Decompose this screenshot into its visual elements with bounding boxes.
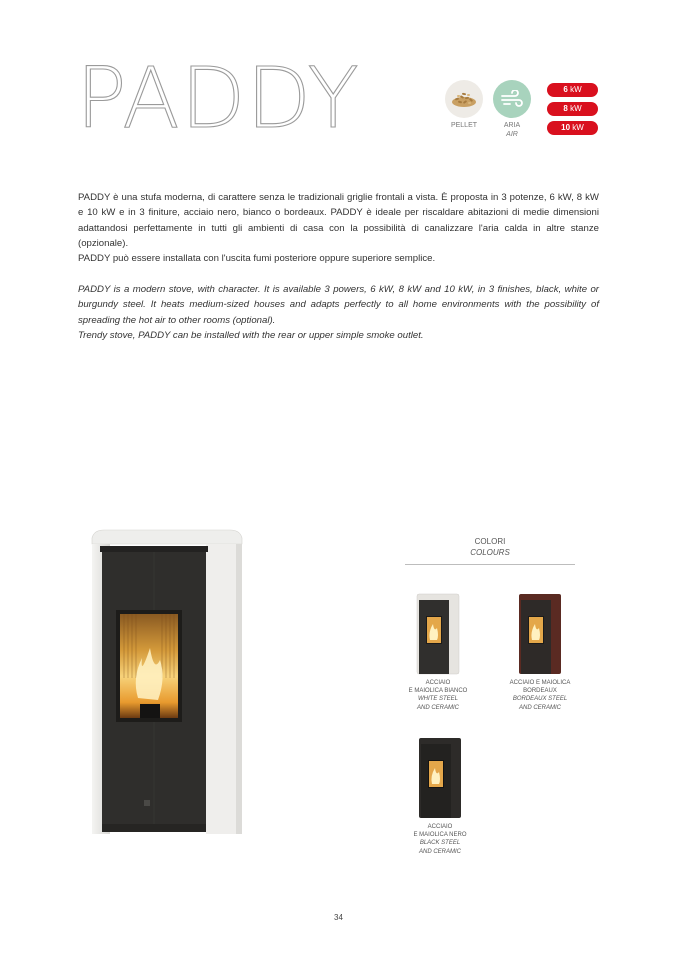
pellet-icon <box>445 80 483 118</box>
colors-heading-en: COLOURS <box>470 548 510 557</box>
black-stove-thumbnail <box>417 736 463 820</box>
description-paragraph: Trendy stove, PADDY can be installed with the rear or upper simple smoke outlet. <box>78 329 424 341</box>
pellet-feature <box>444 80 484 130</box>
color-swatch-white: ACCIAIO E MAIOLICA BIANCO WHITE STEEL AND CERAMIC <box>398 592 478 712</box>
description-paragraph: PADDY is a modern stove, with character. It is available 3 powers, 6 kW, 8 kW and 10 kW, in 3 finishes, black, white or burgundy steel. It heats medium-sized houses and adapts perfectly to all home environments with the possibility of spreading the hot air to other rooms (optional). <box>78 284 599 326</box>
air-feature <box>492 80 532 139</box>
air-label-en: AIR <box>506 131 518 139</box>
air-icon <box>493 80 531 118</box>
power-badge: 8 kW <box>547 102 598 116</box>
color-swatch-black: ACCIAIO E MAIOLICA NERO BLACK STEEL AND CERAMIC <box>400 736 480 856</box>
stove-product-image <box>88 528 246 843</box>
description-paragraph: PADDY è una stufa moderna, di carattere senza le tradizionali griglie frontali a vista. È proposta in 3 potenze, 6 kW, 8 kW e 10 kW e in 3 finiture, acciaio nero, bianco o bordeaux. PADDY è ideale per riscaldare abitazioni di medie dimensioni adattandosi perfettamente in tutti gli ambienti di casa con la possibilità di canalizzare l'aria calda in altre stanze (opzionale). <box>78 192 599 249</box>
white-stove-thumbnail <box>415 592 461 676</box>
power-badge: 10 kW <box>547 121 598 135</box>
colors-heading-it: COLORI <box>474 537 506 546</box>
power-badge: 6 kW <box>547 83 598 97</box>
pellet-label: PELLET <box>450 122 478 129</box>
product-title: PADDY <box>76 49 360 147</box>
air-label-it: ARIA <box>503 122 521 129</box>
color-swatch-bordeaux: ACCIAIO E MAIOLICA BORDEAUX BORDEAUX STEEL AND CERAMIC <box>500 592 580 712</box>
description-paragraph: PADDY può essere installata con l'uscita fumi posteriore oppure superiore semplice. <box>78 253 436 265</box>
description-english <box>78 282 599 343</box>
colors-heading <box>405 536 575 565</box>
page-number: 34 <box>334 913 343 922</box>
bordeaux-stove-thumbnail <box>517 592 563 676</box>
description-italian <box>78 190 599 266</box>
power-list <box>547 83 598 140</box>
